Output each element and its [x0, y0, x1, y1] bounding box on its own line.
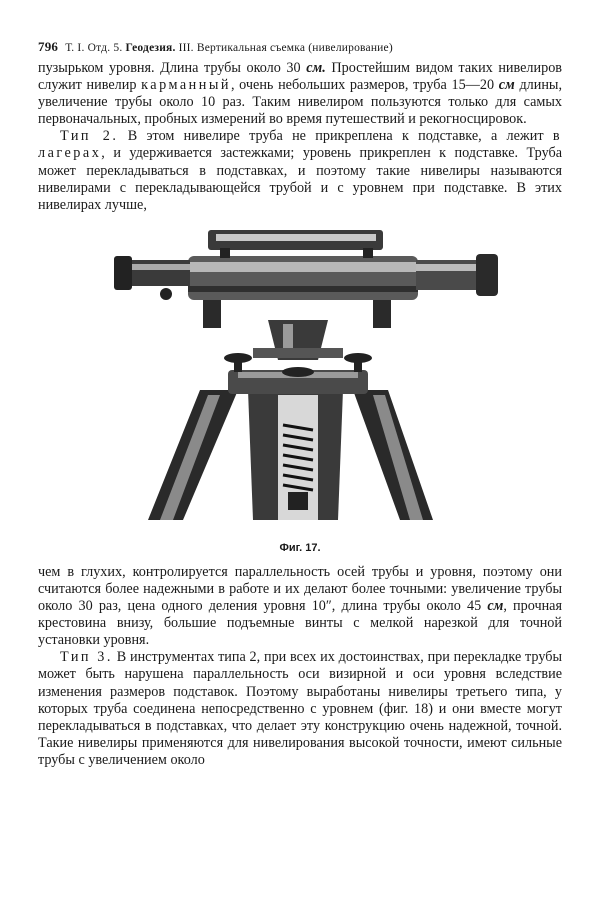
- header-chapter: III. Вертикальная съемка (нивелирование): [178, 42, 393, 54]
- page: [38, 38, 562, 769]
- paragraph-type-2: [38, 128, 562, 213]
- text-run: В инструментах типа 2, при всех их достоинствах, при перекладке трубы может быть нарушена параллельность оси визирной и оси уровня вследствие изменения размеров подставок. Поэтому выработаны нивелиры третьего типа, у которых труба соединена непосредственно с уровнем (фиг. 18) и они вместе могут перекладываться в подставках, что делает эту конструкцию очень надежной, точной. Такие нивелиры применяются для нивелирования высокой точности, имеют сильные трубы с увеличением около: [38, 649, 562, 768]
- text-run: Простейшим видом таких нивелиров служит нивелир: [38, 60, 562, 94]
- type-heading: Тип 2.: [60, 128, 119, 145]
- unit-cm: см.: [306, 60, 326, 76]
- unit-cm: см: [498, 77, 515, 94]
- page-number: 796: [38, 39, 59, 54]
- header-part: Т. I. Отд. 5.: [65, 42, 123, 54]
- paragraph-type-3: [38, 649, 562, 769]
- header-section: Геодезия.: [125, 42, 176, 54]
- spaced-term: в лагерах: [38, 128, 563, 162]
- level-instrument-illustration: [88, 220, 508, 538]
- text-run: , очень небольших размеров, труба 15—20: [230, 77, 499, 94]
- text-run: В этом нивелире труба не прикреплена к подставке, а лежит: [118, 128, 553, 145]
- running-header: [38, 38, 562, 56]
- type-heading: Тип 3.: [60, 649, 113, 666]
- paragraph-3: [38, 564, 562, 649]
- paragraph-1: [38, 60, 562, 128]
- eyepiece-icon: [128, 260, 190, 286]
- text-run: , прочная крестовина внизу, большие подъемные винты с мелкой нарезкой для точной установки уровня.: [38, 598, 562, 649]
- text-run: чем в глухих, контролируется параллельность осей трубы и уровня, поэтому они считаются более надежными в работе и их делают более точными: увеличение трубы около 30 раз, цена одного деления уровня 10″, длина трубы около 45: [38, 563, 562, 615]
- text-run: пузырьком уровня. Длина трубы около 30: [38, 60, 307, 76]
- text-run: длины, увеличение трубы около 10 раз. Таким нивелиром пользуются только для самых первоначальных, пробных измерений во время путешествий и рекогносцировок.: [38, 77, 563, 128]
- figure-caption: Фиг. 17.: [279, 541, 321, 554]
- text-run: , и удерживается застежками; уровень прикреплен к подставке. Труба может перекладываться в подставках, и поэтому такие нивелиры называются нивелирами с перекладывающейся трубой и с уровнем при подставке. В этих нивелирах лучше,: [38, 145, 562, 213]
- unit-cm: см: [487, 598, 504, 615]
- spaced-term: карманный: [141, 77, 231, 94]
- figure-17: [38, 220, 562, 558]
